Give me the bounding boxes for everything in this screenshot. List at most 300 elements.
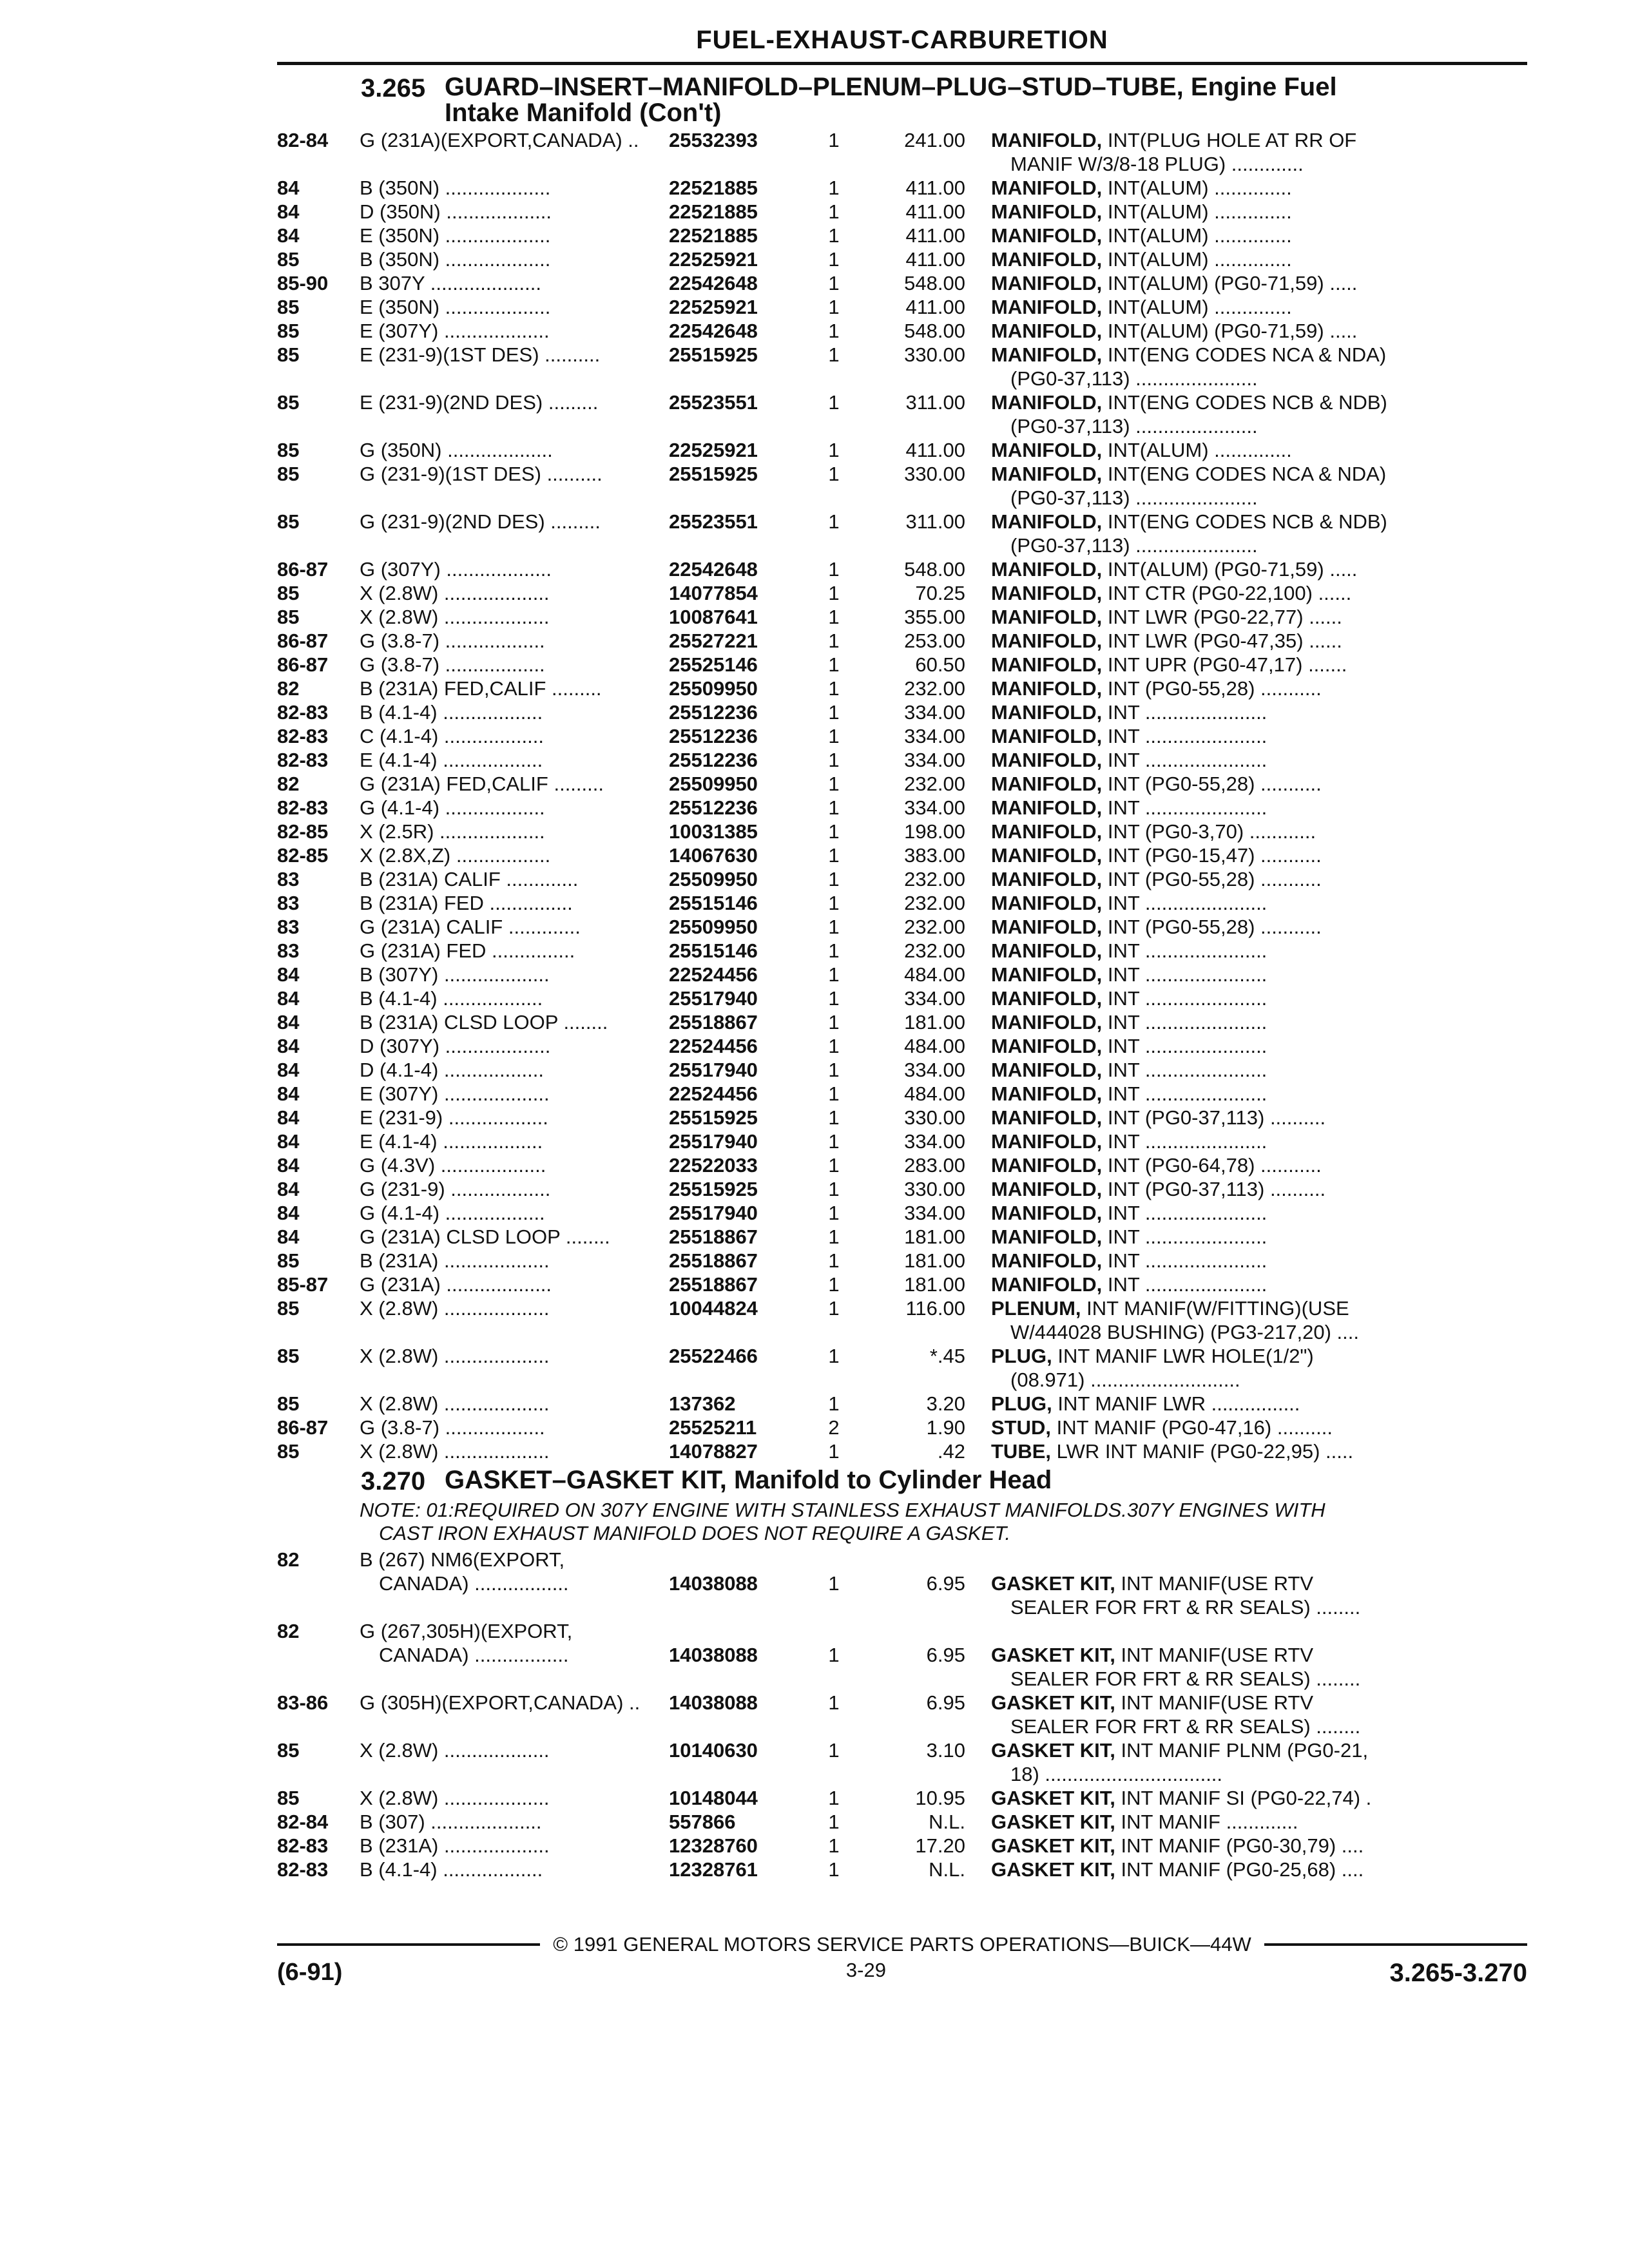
part-name-detail: INT ...................... <box>1107 1082 1268 1105</box>
section-heading <box>277 74 1527 126</box>
part-name-bold: MANIFOLD, <box>991 1178 1103 1200</box>
price: 6.95 <box>926 1644 965 1666</box>
quantity: 1 <box>828 224 840 247</box>
part-name-bold: MANIFOLD, <box>991 1011 1103 1033</box>
quantity: 1 <box>828 844 840 867</box>
price: N.L. <box>929 1811 965 1833</box>
section-subtitle: Intake Manifold (Con't) <box>445 99 722 127</box>
price: 116.00 <box>905 1297 965 1320</box>
model-description <box>360 653 669 677</box>
model-description <box>360 1153 669 1177</box>
part-name-detail: INT MANIF(W/FITTING)(USE <box>1086 1297 1349 1320</box>
table-row <box>277 1858 1527 1881</box>
price: 330.00 <box>904 463 965 485</box>
part-name-line <box>991 1058 1442 1082</box>
model-year: 84 <box>277 1202 300 1224</box>
part-name-line <box>991 867 1442 891</box>
model-year: 82 <box>277 1548 300 1571</box>
part-name-detail: INT(ALUM) (PG0-71,59) ..... <box>1107 272 1358 294</box>
model-description <box>360 1416 669 1439</box>
price: 232.00 <box>904 677 965 700</box>
quantity: 1 <box>828 1035 840 1057</box>
price: 355.00 <box>904 606 965 628</box>
model-year: 82-83 <box>277 1834 329 1857</box>
model-description <box>360 128 669 152</box>
model-year: 84 <box>277 1130 300 1153</box>
part-name-line <box>991 1177 1442 1201</box>
price: 334.00 <box>904 1202 965 1224</box>
part-name <box>991 1786 1442 1810</box>
model-description <box>360 820 669 843</box>
part-name-continued: (08.971) ........................... <box>1010 1369 1240 1391</box>
part-number: 14077854 <box>669 582 758 604</box>
table-row <box>277 319 1527 343</box>
part-name-detail: INT ...................... <box>1107 1273 1268 1296</box>
model-description <box>360 1691 669 1715</box>
price: 383.00 <box>904 844 965 867</box>
part-name-bold: MANIFOLD, <box>991 749 1103 771</box>
description-text: G (231A) CALIF ............. <box>360 916 581 938</box>
part-name-detail: INT ...................... <box>1107 1202 1268 1224</box>
part-name-bold: PLUG, <box>991 1392 1052 1415</box>
model-year: 84 <box>277 1225 300 1248</box>
part-name-detail: INT LWR (PG0-22,77) ...... <box>1107 606 1342 628</box>
part-number: 25512236 <box>669 701 758 724</box>
part-name-line <box>991 271 1442 295</box>
part-number: 22542648 <box>669 558 758 581</box>
description-text: E (4.1-4) .................. <box>360 1130 543 1153</box>
model-year: 85 <box>277 296 300 318</box>
part-name-line <box>991 1344 1442 1368</box>
part-number: 25512236 <box>669 749 758 771</box>
description-text: D (350N) ................... <box>360 200 552 223</box>
table-row <box>277 724 1527 748</box>
model-year: 85 <box>277 343 300 366</box>
part-name-bold: MANIFOLD, <box>991 1082 1103 1105</box>
part-name-bold: GASKET KIT, <box>991 1858 1115 1881</box>
section-title-text: GASKET–GASKET KIT, Manifold to Cylinder Head <box>445 1466 1052 1494</box>
model-description <box>360 1273 669 1296</box>
description-text: G (3.8-7) .................. <box>360 629 545 652</box>
model-year: 85 <box>277 1739 300 1762</box>
part-name-line <box>991 1034 1442 1058</box>
part-name-continued: (PG0-37,113) ...................... <box>1010 415 1258 437</box>
model-description <box>360 581 669 605</box>
part-name-detail: INT (PG0-55,28) ........... <box>1107 773 1322 795</box>
part-name <box>991 629 1442 653</box>
part-name-line <box>991 1858 1442 1881</box>
description-text: B (231A) ................... <box>360 1249 550 1272</box>
description-text: X (2.8W) ................... <box>360 1739 550 1762</box>
model-description <box>360 1834 669 1858</box>
quantity: 1 <box>828 1130 840 1153</box>
model-description <box>360 1810 669 1834</box>
model-description <box>360 343 669 367</box>
part-name-line <box>991 581 1442 605</box>
part-name <box>991 1082 1442 1106</box>
description-text: B (231A) FED,CALIF ......... <box>360 677 602 700</box>
quantity: 1 <box>828 939 840 962</box>
part-name-line <box>991 1738 1442 1762</box>
price: 181.00 <box>904 1225 965 1248</box>
part-name-detail: INT ...................... <box>1107 1225 1268 1248</box>
part-name-detail: INT ...................... <box>1107 749 1268 771</box>
part-name-line <box>991 1225 1442 1249</box>
part-name-continued: SEALER FOR FRT & RR SEALS) ........ <box>1010 1667 1361 1690</box>
model-description <box>360 1619 669 1667</box>
part-name <box>991 1034 1442 1058</box>
part-number: 25522466 <box>669 1345 758 1367</box>
table-row <box>277 438 1527 462</box>
quantity: 1 <box>828 343 840 366</box>
quantity: 1 <box>828 1392 840 1415</box>
part-number: 25518867 <box>669 1273 758 1296</box>
model-description <box>360 1177 669 1201</box>
model-year: 85 <box>277 606 300 628</box>
part-name-bold: MANIFOLD, <box>991 582 1103 604</box>
model-year: 82 <box>277 677 300 700</box>
part-name-detail: INT ...................... <box>1107 939 1268 962</box>
description-text: X (2.8W) ................... <box>360 1297 550 1320</box>
part-name <box>991 200 1442 224</box>
description-text: E (231-9)(2ND DES) ......... <box>360 391 599 414</box>
model-year: 85 <box>277 1392 300 1415</box>
price: 1.90 <box>926 1416 965 1439</box>
quantity: 1 <box>828 1178 840 1200</box>
model-year: 86-87 <box>277 653 329 676</box>
price: 334.00 <box>904 796 965 819</box>
part-name-line <box>991 557 1442 581</box>
quantity: 1 <box>828 1572 840 1595</box>
part-name-bold: MANIFOLD, <box>991 916 1103 938</box>
part-name-detail: INT MANIF LWR HOLE(1/2") <box>1057 1345 1314 1367</box>
model-year: 84 <box>277 200 300 223</box>
price: 334.00 <box>904 749 965 771</box>
model-description <box>360 1106 669 1129</box>
part-name-line <box>991 462 1442 486</box>
model-description <box>360 1201 669 1225</box>
part-name-bold: MANIFOLD, <box>991 224 1103 247</box>
model-year: 85 <box>277 1297 300 1320</box>
part-name-detail: INT(ALUM) .............. <box>1107 200 1292 223</box>
part-name-line <box>991 629 1442 653</box>
quantity: 1 <box>828 1011 840 1033</box>
part-name-detail: INT MANIF(USE RTV <box>1121 1691 1314 1714</box>
model-description <box>360 605 669 629</box>
quantity: 1 <box>828 677 840 700</box>
model-description <box>360 1034 669 1058</box>
quantity: 1 <box>828 629 840 652</box>
description-text: B (4.1-4) .................. <box>360 701 543 724</box>
part-name-detail: INT (PG0-37,113) .......... <box>1107 1178 1326 1200</box>
model-description <box>360 891 669 915</box>
price: 484.00 <box>904 1082 965 1105</box>
page-number: 3-29 <box>845 1959 886 1981</box>
price: 283.00 <box>904 1154 965 1177</box>
model-description <box>360 1296 669 1320</box>
model-year: 83 <box>277 892 300 914</box>
quantity: 1 <box>828 320 840 342</box>
part-number: 22521885 <box>669 224 758 247</box>
table-row <box>277 1344 1527 1392</box>
part-name-detail: INT (PG0-55,28) ........... <box>1107 916 1322 938</box>
part-name <box>991 295 1442 319</box>
description-text: X (2.8W) ................... <box>360 1787 550 1809</box>
model-year: 82-83 <box>277 725 329 747</box>
part-name-line <box>991 390 1442 414</box>
price: 311.00 <box>905 510 965 533</box>
part-number: 25509950 <box>669 916 758 938</box>
part-name-detail: INT ...................... <box>1107 1011 1268 1033</box>
section-note <box>360 1499 1527 1545</box>
part-name-detail: INT(ALUM) .............. <box>1107 439 1292 461</box>
part-name <box>991 796 1442 820</box>
table-row <box>277 772 1527 796</box>
note-line: CAST IRON EXHAUST MANIFOLD DOES NOT REQUIRE A GASKET. <box>379 1522 1011 1544</box>
table-row <box>277 271 1527 295</box>
part-name-continued: W/444028 BUSHING) (PG3-217,20) .... <box>1010 1321 1359 1343</box>
part-name-bold: GASKET KIT, <box>991 1834 1115 1857</box>
part-name-line <box>991 724 1442 748</box>
part-number: 25509950 <box>669 677 758 700</box>
model-year: 82-83 <box>277 1858 329 1881</box>
part-number: 12328761 <box>669 1858 758 1881</box>
part-name-detail: INT ...................... <box>1107 963 1268 986</box>
part-name <box>991 1106 1442 1129</box>
part-number: 25523551 <box>669 391 758 414</box>
part-name-bold: MANIFOLD, <box>991 820 1103 843</box>
part-name-detail: INT MANIF(USE RTV <box>1121 1644 1314 1666</box>
model-year: 83 <box>277 868 300 890</box>
model-year: 83 <box>277 939 300 962</box>
quantity: 1 <box>828 391 840 414</box>
model-description <box>360 438 669 462</box>
part-name-line <box>991 843 1442 867</box>
part-number: 22524456 <box>669 1082 758 1105</box>
part-number: 14067630 <box>669 844 758 867</box>
description-text: X (2.8X,Z) ................. <box>360 844 551 867</box>
description-text: G (350N) ................... <box>360 439 553 461</box>
part-name-bold: MANIFOLD, <box>991 677 1103 700</box>
part-name-line <box>991 1392 1442 1416</box>
section-number: 3.265 <box>361 74 426 102</box>
description-text: G (4.3V) ................... <box>360 1154 546 1177</box>
description-text: G (231-9)(1ST DES) .......... <box>360 463 602 485</box>
model-description <box>360 1129 669 1153</box>
part-name <box>991 1858 1442 1881</box>
model-year: 85 <box>277 510 300 533</box>
part-name-line <box>991 891 1442 915</box>
quantity: 1 <box>828 248 840 271</box>
part-name-bold: MANIFOLD, <box>991 439 1103 461</box>
part-name-detail: INT(PLUG HOLE AT RR OF <box>1107 129 1357 151</box>
quantity: 1 <box>828 796 840 819</box>
price: 232.00 <box>904 773 965 795</box>
table-row <box>277 1153 1527 1177</box>
model-year: 82-84 <box>277 1811 329 1833</box>
model-description <box>360 915 669 939</box>
quantity: 1 <box>828 1811 840 1833</box>
part-name-bold: PLUG, <box>991 1345 1052 1367</box>
description-text: G (4.1-4) .................. <box>360 796 545 819</box>
part-name <box>991 1548 1442 1619</box>
price: 10.95 <box>915 1787 965 1809</box>
description-text: X (2.8W) ................... <box>360 1345 550 1367</box>
model-year: 84 <box>277 224 300 247</box>
part-name-bold: MANIFOLD, <box>991 1059 1103 1081</box>
description-text: E (231-9)(1ST DES) .......... <box>360 343 601 366</box>
part-name-detail: INT UPR (PG0-47,17) ....... <box>1107 653 1347 676</box>
model-description <box>360 1249 669 1273</box>
price: 17.20 <box>915 1834 965 1857</box>
model-year: 85 <box>277 463 300 485</box>
part-name <box>991 1010 1442 1034</box>
model-description <box>360 1082 669 1106</box>
part-number: 14038088 <box>669 1572 758 1595</box>
quantity: 2 <box>828 1416 840 1439</box>
price: 232.00 <box>904 868 965 890</box>
part-name-detail: LWR INT MANIF (PG0-22,95) ..... <box>1056 1440 1354 1463</box>
table-row <box>277 1010 1527 1034</box>
model-description <box>360 462 669 486</box>
part-name <box>991 1201 1442 1225</box>
model-description <box>360 796 669 820</box>
part-name <box>991 390 1442 438</box>
model-year: 82-83 <box>277 701 329 724</box>
part-name-detail: INT ...................... <box>1107 796 1268 819</box>
model-year: 85-87 <box>277 1273 329 1296</box>
part-name-detail: INT MANIF ............. <box>1121 1811 1298 1833</box>
part-name-line <box>991 1296 1442 1320</box>
part-name <box>991 1738 1442 1786</box>
price: N.L. <box>929 1858 965 1881</box>
table-row <box>277 1786 1527 1810</box>
quantity: 1 <box>828 439 840 461</box>
part-number: 22542648 <box>669 272 758 294</box>
part-name-line <box>991 295 1442 319</box>
part-name-line <box>991 986 1442 1010</box>
part-number: 12328760 <box>669 1834 758 1857</box>
part-number: 22521885 <box>669 177 758 199</box>
model-description <box>360 939 669 963</box>
part-name <box>991 1344 1442 1392</box>
part-name-line <box>991 796 1442 820</box>
part-name <box>991 963 1442 986</box>
part-name-bold: GASKET KIT, <box>991 1787 1115 1809</box>
part-name <box>991 748 1442 772</box>
model-year: 86-87 <box>277 629 329 652</box>
model-description <box>360 1786 669 1810</box>
part-name-line <box>991 1691 1442 1715</box>
part-number: 137362 <box>669 1392 736 1415</box>
part-name-continued: SEALER FOR FRT & RR SEALS) ........ <box>1010 1715 1361 1738</box>
quantity: 1 <box>828 1273 840 1296</box>
description-text: E (307Y) ................... <box>360 320 550 342</box>
part-name-bold: MANIFOLD, <box>991 1154 1103 1177</box>
part-name-bold: GASKET KIT, <box>991 1811 1115 1833</box>
table-row <box>277 1738 1527 1786</box>
part-name-detail: INT MANIF (PG0-30,79) .... <box>1121 1834 1364 1857</box>
table-row <box>277 1034 1527 1058</box>
model-year: 86-87 <box>277 1416 329 1439</box>
part-number: 25515146 <box>669 939 758 962</box>
part-number: 25515146 <box>669 892 758 914</box>
model-description <box>360 224 669 247</box>
quantity: 1 <box>828 916 840 938</box>
price: 311.00 <box>905 391 965 414</box>
price: 181.00 <box>904 1249 965 1272</box>
part-name <box>991 581 1442 605</box>
description-text: B (231A) FED ............... <box>360 892 573 914</box>
quantity: 1 <box>828 1225 840 1248</box>
part-name <box>991 271 1442 295</box>
model-year: 85 <box>277 1249 300 1272</box>
table-row <box>277 629 1527 653</box>
part-name-bold: MANIFOLD, <box>991 773 1103 795</box>
quantity: 1 <box>828 749 840 771</box>
part-name-bold: MANIFOLD, <box>991 1106 1103 1129</box>
quantity: 1 <box>828 1834 840 1857</box>
price: 411.00 <box>905 177 965 199</box>
part-name-detail: INT(ALUM) (PG0-71,59) ..... <box>1107 320 1358 342</box>
revision-date: (6-91) <box>277 1959 343 1986</box>
part-name-line <box>991 319 1442 343</box>
part-name-line <box>991 677 1442 700</box>
part-name-line <box>991 128 1442 152</box>
quantity: 1 <box>828 987 840 1010</box>
part-name-bold: STUD, <box>991 1416 1051 1439</box>
part-name <box>991 128 1442 176</box>
quantity: 1 <box>828 1691 840 1714</box>
table-row <box>277 1296 1527 1344</box>
part-name-detail: INT ...................... <box>1107 1130 1268 1153</box>
part-number: 25509950 <box>669 773 758 795</box>
part-name-detail: INT(ALUM) .............. <box>1107 224 1292 247</box>
part-name <box>991 1225 1442 1249</box>
model-year: 84 <box>277 1178 300 1200</box>
footer-bottom <box>277 1959 1527 1988</box>
part-name-line <box>991 653 1442 677</box>
price: 411.00 <box>905 439 965 461</box>
part-number: 14038088 <box>669 1644 758 1666</box>
part-name-detail: INT(ENG CODES NCA & NDA) <box>1107 343 1387 366</box>
part-name <box>991 1619 1442 1691</box>
part-name-bold: MANIFOLD, <box>991 391 1103 414</box>
part-number: 22522033 <box>669 1154 758 1177</box>
price: 548.00 <box>904 558 965 581</box>
table-row <box>277 1548 1527 1619</box>
part-name-bold: MANIFOLD, <box>991 296 1103 318</box>
part-name-continued: (PG0-37,113) ...................... <box>1010 534 1258 557</box>
part-name-line <box>991 1082 1442 1106</box>
quantity: 1 <box>828 820 840 843</box>
part-name-line <box>991 963 1442 986</box>
table-row <box>277 1249 1527 1273</box>
part-name <box>991 1416 1442 1439</box>
price: 3.10 <box>926 1739 965 1762</box>
header-rule <box>277 62 1527 65</box>
part-name-bold: MANIFOLD, <box>991 272 1103 294</box>
part-name <box>991 438 1442 462</box>
table-row <box>277 843 1527 867</box>
part-name-line <box>991 915 1442 939</box>
table-row <box>277 1439 1527 1463</box>
model-description <box>360 1058 669 1082</box>
price: 330.00 <box>904 1106 965 1129</box>
description-text: B (4.1-4) .................. <box>360 1858 543 1881</box>
section-title-text: GUARD–INSERT–MANIFOLD–PLENUM–PLUG–STUD–TUBE, Engine Fuel <box>445 73 1337 101</box>
part-name <box>991 1273 1442 1296</box>
